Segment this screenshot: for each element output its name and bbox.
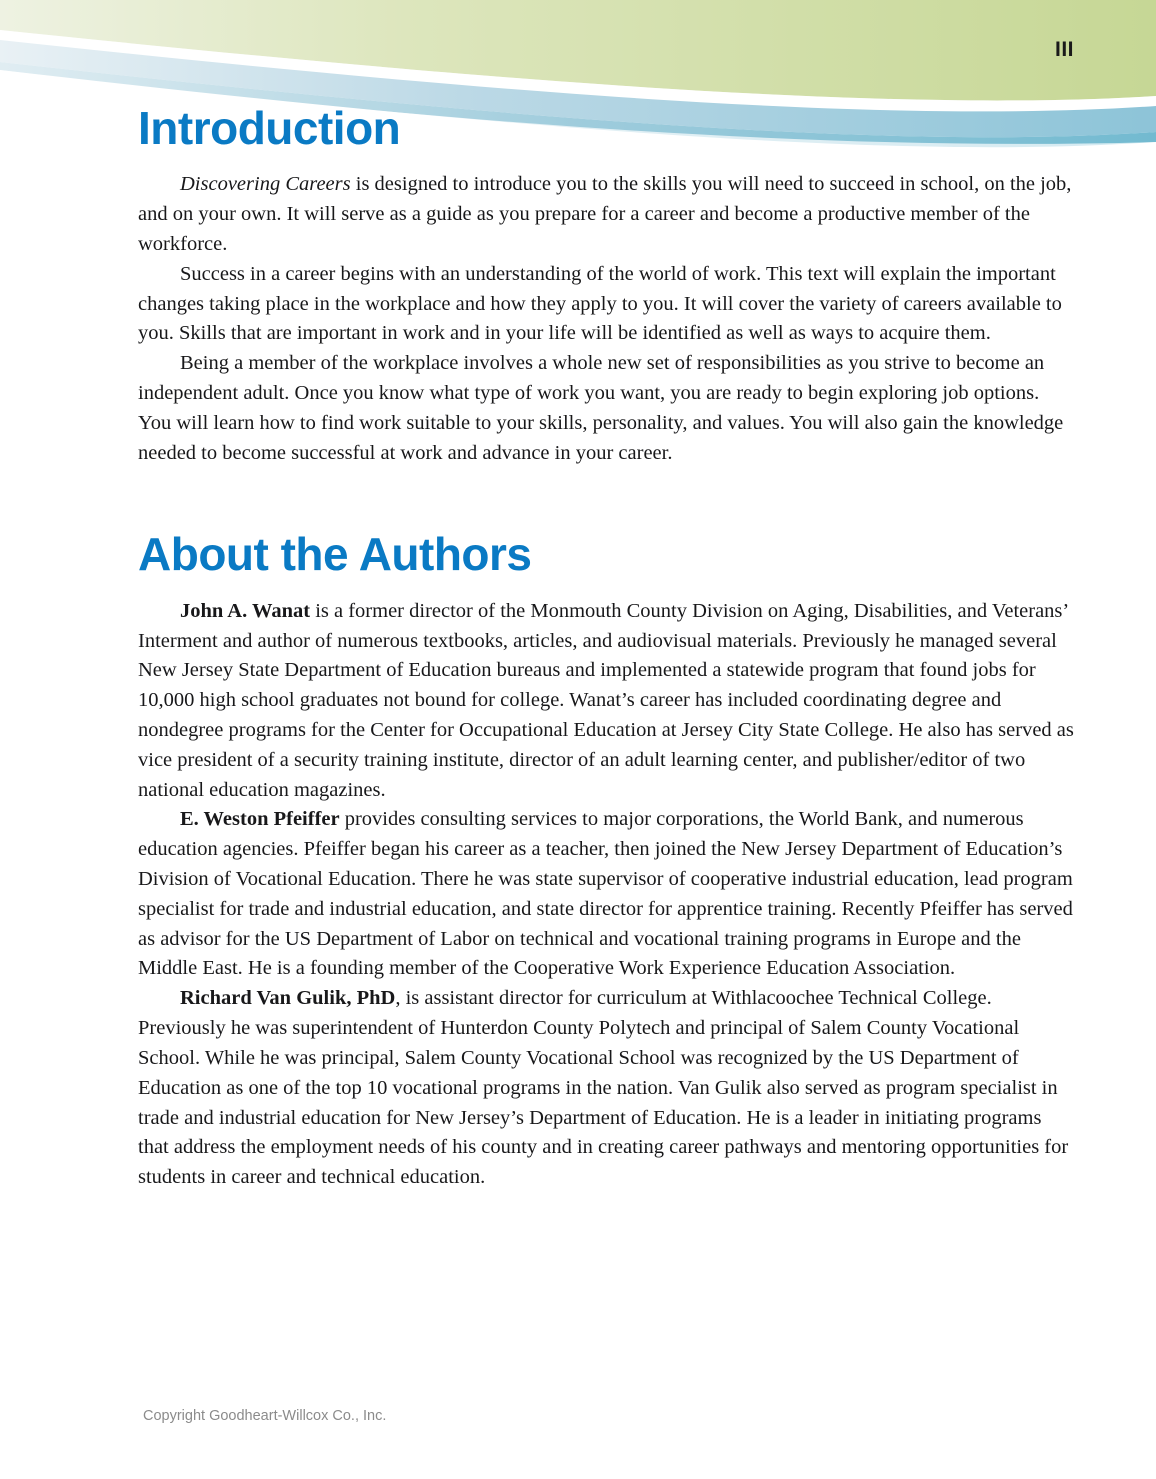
document-body <box>138 104 1076 1193</box>
author-name-van-gulik: Richard Van Gulik, PhD <box>180 987 396 1010</box>
section-title-about-the-authors: About the Authors <box>138 528 532 581</box>
run-normal: is designed to introduce you to the skills you will need to succeed in school, on the job, and on your own. It will serve as a guide as you prepare for a career and become a productive member of the workforce. <box>138 173 1072 255</box>
copyright-notice: Copyright Goodheart-Willcox Co., Inc. <box>143 1408 387 1424</box>
paragraph-author-wanat <box>138 597 1076 806</box>
section-title-introduction: Introduction <box>138 102 401 154</box>
author-name-wanat: John A. Wanat <box>180 599 311 622</box>
author-bio-van-gulik: , is assistant director for curriculum at Withlacoochee Technical College. Previously he was superintendent of Hunterdon County Polytech and principal of Salem County Vocational School. While he was principal, Salem County Vocational School was recognized by the US Department of Education as one of the top 10 vocational programs in the nation. Van Gulik also served as program specialist in trade and industrial education for New Jersey’s Department of Education. He is a leader in initiating programs that address the employment needs of his county and in creating career pathways and mentoring opportunities for students in career and technical education. <box>138 987 1069 1189</box>
page-number: III <box>1054 38 1074 61</box>
author-bio-pfeiffer: provides consulting services to major corporations, the World Bank, and numerous education agencies. Pfeiffer began his career as a teacher, then joined the New Jersey Department of Education’s Division of Vocational Education. There he was state supervisor of cooperative industrial education, lead program specialist for trade and industrial education, and state director for apprentice training. Recently Pfeiffer has served as advisor for the US Department of Labor on technical and vocational training programs in Europe and the Middle East. He is a founding member of the Cooperative Work Experience Education Association. <box>138 808 1073 980</box>
paragraph-intro-3: Being a member of the workplace involves a whole new set of responsibilities as you strive to become an independent adult. Once you know what type of work you want, you are ready to begin exploring job options. You will learn how to find work suitable to your skills, personality, and values. You will also gain the knowledge needed to become successful at work and advance in your career. <box>138 352 1064 464</box>
paragraph-author-van-gulik <box>138 984 1076 1193</box>
run-italic: Discovering Careers <box>180 173 351 196</box>
paragraph-intro-2: Success in a career begins with an understanding of the world of work. This text will explain the important changes taking place in the workplace and how they apply to you. It will cover the variety of careers available to you. Skills that are important in work and in your life will be identified as well as ways to acquire them. <box>138 262 1062 345</box>
author-name-pfeiffer: E. Weston Pfeiffer <box>180 808 340 831</box>
author-bio-wanat: is a former director of the Monmouth County Division on Aging, Disabilities, and Veterans’ Interment and author of numerous textbooks, articles, and audiovisual materials. Previously he managed several New Jersey State Department of Education bureaus and implemented a statewide program that found jobs for 10,000 high school graduates not bound for college. Wanat’s career has included coordinating degree and nondegree programs for the Center for Occupational Education at Jersey City State College. He also has served as vice president of a security training institute, director of an adult learning center, and publisher/editor of two national education magazines. <box>138 599 1074 801</box>
paragraph-intro-1 <box>138 170 1076 259</box>
paragraph-author-pfeiffer <box>138 805 1076 984</box>
